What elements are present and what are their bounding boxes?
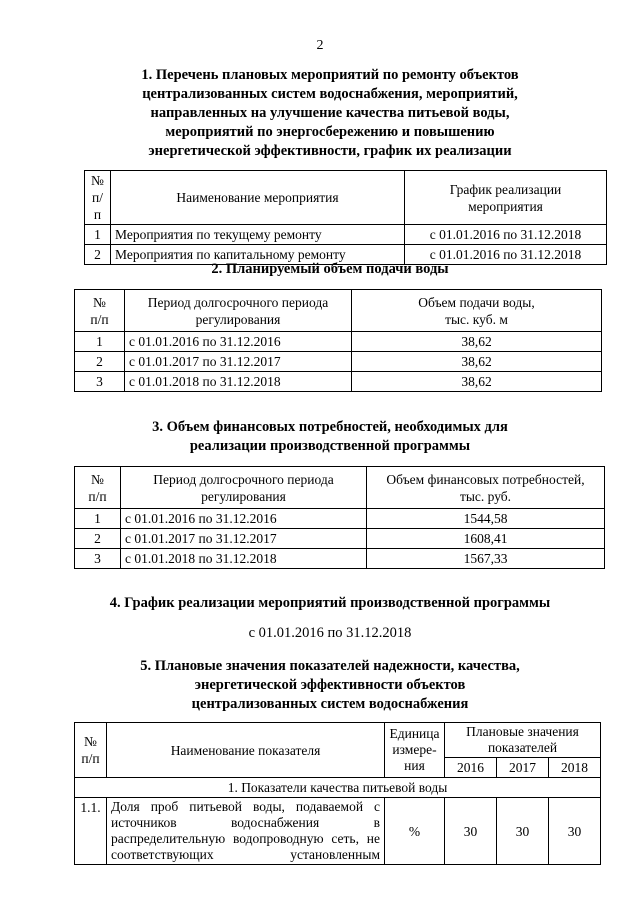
row-period: с 01.01.2016 по 31.12.2016 <box>125 332 352 352</box>
row-num: 1 <box>75 332 125 352</box>
header-period-line: Период долгосрочного периода <box>153 471 334 487</box>
header-period-line: Период долгосрочного периода <box>147 294 329 310</box>
section5-title-line: 5. Плановые значения показателей надежности, качества, <box>140 658 520 674</box>
row-indicator-line: Доля проб питьевой воды, подаваемой с <box>111 799 380 814</box>
section3-title-line: 3. Объем финансовых потребностей, необходимых для <box>152 419 508 435</box>
header-finance-line: тыс. руб. <box>459 488 512 504</box>
row-num: 2 <box>85 245 111 265</box>
row-schedule: с 01.01.2016 по 31.12.2018 <box>405 225 607 245</box>
row-value: 38,62 <box>352 332 602 352</box>
row-num: 1 <box>85 225 111 245</box>
group-title: 1. Показатели качества питьевой воды <box>75 778 601 798</box>
header-indicator-name: Наименование показателя <box>107 723 385 778</box>
section5-title-line: энергетической эффективности объектов <box>194 677 466 693</box>
table-row <box>75 529 605 549</box>
header-num-line: п/п <box>92 190 103 222</box>
row-indicator-name <box>107 798 385 865</box>
header-period <box>121 467 367 509</box>
row-num: 1.1. <box>75 798 107 865</box>
table-row <box>85 225 607 245</box>
row-num: 3 <box>75 372 125 392</box>
header-num-line: № <box>93 294 106 310</box>
header-num-line: п/п <box>90 311 109 327</box>
header-planned-values <box>445 723 601 758</box>
table-row <box>75 372 602 392</box>
header-volume-line: тыс. куб. м <box>445 311 508 327</box>
header-period-line: регулирования <box>195 311 281 327</box>
row-num: 2 <box>75 529 121 549</box>
header-year: 2017 <box>497 758 549 778</box>
header-num <box>85 171 111 225</box>
row-indicator-line: соответствующих установленным <box>111 847 380 862</box>
row-period: с 01.01.2017 по 31.12.2017 <box>121 529 367 549</box>
row-name: Мероприятия по капитальному ремонту <box>111 245 405 265</box>
row-name: Мероприятия по текущему ремонту <box>111 225 405 245</box>
section1-title-line: направленных на улучшение качества питьевой воды, <box>150 105 510 121</box>
header-unit-line: ния <box>404 758 425 773</box>
header-planned-line: Плановые значения <box>466 724 579 739</box>
header-finance <box>367 467 605 509</box>
table-row <box>75 509 605 529</box>
row-period: с 01.01.2016 по 31.12.2016 <box>121 509 367 529</box>
table-header-row <box>75 290 602 332</box>
header-num-line: № <box>91 173 104 188</box>
row-schedule: с 01.01.2016 по 31.12.2018 <box>405 245 607 265</box>
table-row <box>75 332 602 352</box>
header-num <box>75 290 125 332</box>
header-unit <box>385 723 445 778</box>
table-header-row <box>85 171 607 225</box>
section2-title: 2. Планируемый объем подачи воды <box>211 261 449 277</box>
header-period <box>125 290 352 332</box>
header-volume-line: Объем подачи воды, <box>418 294 535 310</box>
header-finance-line: Объем финансовых потребностей, <box>386 471 585 487</box>
row-unit: % <box>385 798 445 865</box>
header-volume <box>352 290 602 332</box>
row-value: 38,62 <box>352 372 602 392</box>
page-number: 2 <box>316 38 324 53</box>
activities-table <box>84 170 607 265</box>
row-value: 1608,41 <box>367 529 605 549</box>
row-period: с 01.01.2018 по 31.12.2018 <box>121 549 367 569</box>
row-num: 2 <box>75 352 125 372</box>
row-value: 1567,33 <box>367 549 605 569</box>
header-name: Наименование мероприятия <box>111 171 405 225</box>
section4-title: 4. График реализации мероприятий производственной программы <box>109 595 551 611</box>
financial-needs-table <box>74 466 605 569</box>
row-value-2017: 30 <box>497 798 549 865</box>
header-planned-line: показателей <box>487 740 558 755</box>
table-row <box>75 798 601 865</box>
table-header-row <box>75 467 605 509</box>
section3-title <box>60 418 600 456</box>
header-schedule <box>405 171 607 225</box>
header-num-line: п/п <box>81 751 100 766</box>
table-group-row <box>75 778 601 798</box>
water-volume-table <box>74 289 602 392</box>
header-num-line: п/п <box>88 488 107 504</box>
section3-title-line: реализации производственной программы <box>189 438 471 454</box>
section5-title-line: централизованных систем водоснабжения <box>191 696 469 712</box>
header-year: 2016 <box>445 758 497 778</box>
row-value: 1544,58 <box>367 509 605 529</box>
header-unit-line: Единица <box>389 726 440 741</box>
section1-title <box>60 66 600 161</box>
section1-title-line: 1. Перечень плановых мероприятий по ремонту объектов <box>141 67 519 83</box>
section1-title-line: мероприятий по энергосбережению и повышению <box>165 124 495 140</box>
header-schedule-line: мероприятия <box>468 198 543 214</box>
table-row <box>75 549 605 569</box>
row-num: 1 <box>75 509 121 529</box>
indicators-table <box>74 722 601 865</box>
header-year: 2018 <box>549 758 601 778</box>
row-period: с 01.01.2017 по 31.12.2017 <box>125 352 352 372</box>
header-period-line: регулирования <box>201 488 286 504</box>
header-unit-line: измере- <box>392 742 437 757</box>
row-period: с 01.01.2018 по 31.12.2018 <box>125 372 352 392</box>
section1-title-line: энергетической эффективности, график их реализации <box>148 143 512 159</box>
header-num <box>75 723 107 778</box>
row-num: 3 <box>75 549 121 569</box>
row-value: 38,62 <box>352 352 602 372</box>
header-schedule-line: График реализации <box>449 181 562 197</box>
header-num <box>75 467 121 509</box>
row-indicator-line: источников водоснабжения в <box>111 815 380 830</box>
section5-title <box>60 657 600 714</box>
section1-title-line: централизованных систем водоснабжения, мероприятий, <box>142 86 518 102</box>
header-num-line: № <box>84 734 97 749</box>
row-value-2018: 30 <box>549 798 601 865</box>
table-row <box>75 352 602 372</box>
row-indicator-line: распределительную водопроводную сеть, не <box>111 831 380 846</box>
table-header-row <box>75 723 601 758</box>
row-value-2016: 30 <box>445 798 497 865</box>
header-num-line: № <box>91 471 104 487</box>
section4-period: с 01.01.2016 по 31.12.2018 <box>248 625 412 641</box>
